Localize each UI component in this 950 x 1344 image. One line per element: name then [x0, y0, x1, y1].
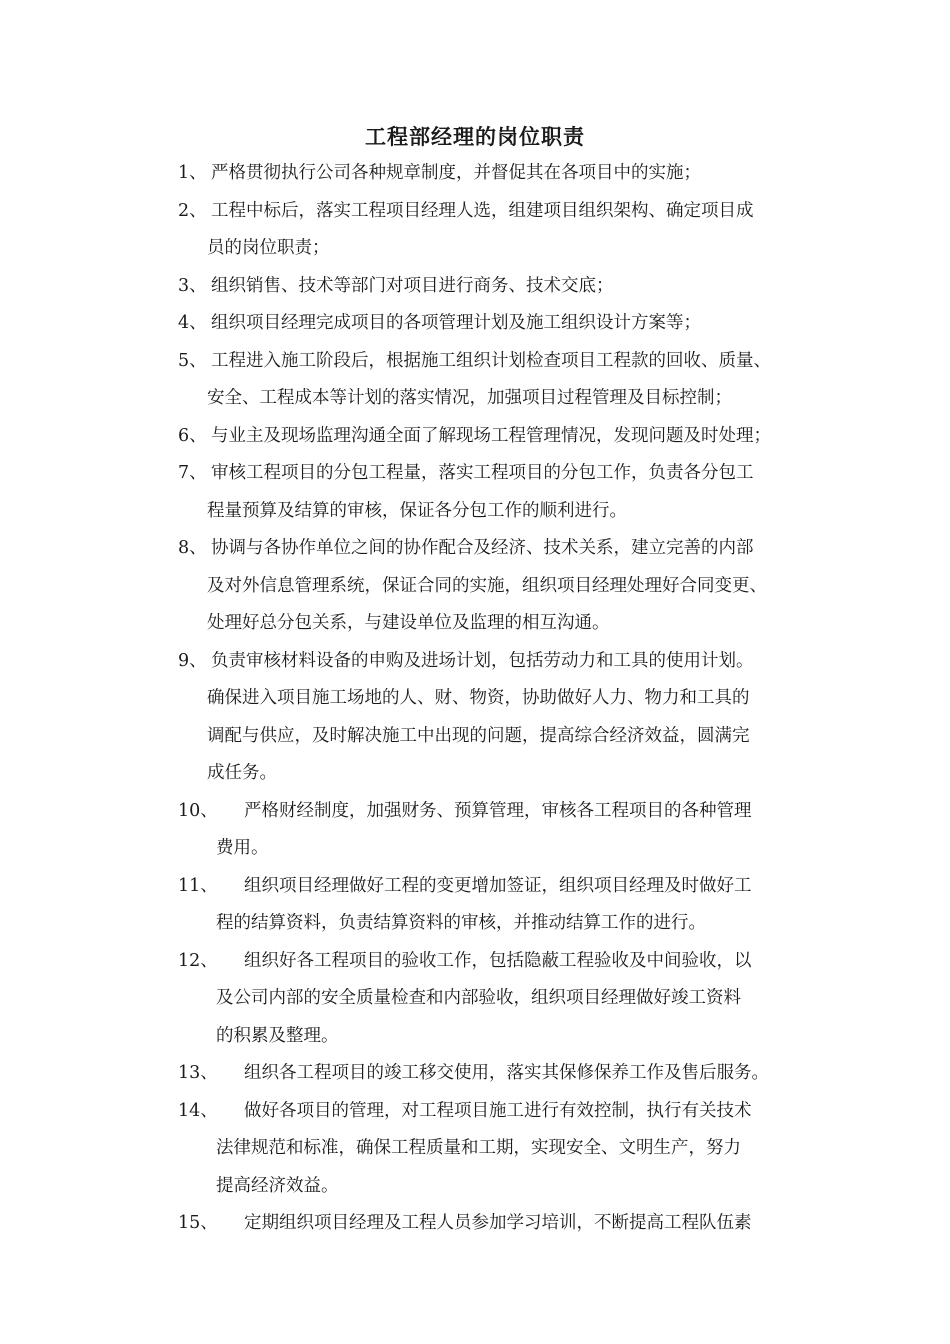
duty-item-number: 14、	[178, 1100, 218, 1121]
duty-item-text: 协调与各协作单位之间的协作配合及经济、技术关系，建立完善的内部	[211, 538, 754, 558]
duty-item	[0, 155, 950, 193]
duty-line-row	[0, 343, 950, 381]
duty-item-number: 13、	[178, 1063, 218, 1083]
duty-item-text: 定期组织项目经理及工程人员参加学习培训，不断提高工程队伍素	[244, 1213, 752, 1233]
duty-item-number: 5、	[178, 350, 207, 371]
duty-item-text: 严格贯彻执行公司各种规章制度，并督促其在各项目中的实施；	[211, 163, 701, 183]
duty-item-text: 安全、工程成本等计划的落实情况，加强项目过程管理及目标控制；	[207, 388, 732, 408]
duty-line-row	[0, 155, 950, 193]
duty-item	[0, 1055, 950, 1093]
duty-item	[0, 1205, 950, 1243]
duty-item	[0, 455, 950, 530]
duty-item-number: 4、	[178, 313, 207, 333]
duty-item	[0, 793, 950, 868]
duty-line-row	[0, 1168, 950, 1206]
duty-item-text: 成任务。	[207, 763, 277, 783]
duty-item	[0, 268, 950, 306]
duty-line-row	[0, 493, 950, 531]
duty-item-number: 10、	[178, 800, 218, 821]
duty-line-row	[0, 868, 950, 906]
duty-item-number: 2、	[178, 200, 207, 221]
duty-item	[0, 643, 950, 793]
duty-line-row	[0, 418, 950, 456]
duty-line-row	[0, 755, 950, 793]
duty-line-row	[0, 230, 950, 268]
duty-item-text: 组织销售、技术等部门对项目进行商务、技术交底；	[211, 275, 614, 296]
duty-item	[0, 343, 950, 418]
document-title: 工程部经理的岗位职责	[365, 124, 585, 149]
duty-item-text: 工程中标后，落实工程项目经理人选，组建项目组织架构、确定项目成	[211, 200, 754, 221]
duty-line-row	[0, 1055, 950, 1093]
duty-line-row	[0, 605, 950, 643]
duty-item-number: 11、	[178, 875, 218, 896]
duty-item-text: 组织好各工程项目的验收工作，包括隐蔽工程验收及中间验收，以	[244, 950, 752, 971]
duty-list	[0, 155, 950, 1243]
duty-item-text: 员的岗位职责；	[207, 238, 330, 258]
duty-line-row	[0, 1093, 950, 1131]
duty-line-row	[0, 680, 950, 718]
duty-item-text: 组织项目经理做好工程的变更增加签证，组织项目经理及时做好工	[244, 875, 752, 896]
duty-item-text: 与业主及现场监理沟通全面了解现场工程管理情况，发现问题及时处理；	[211, 425, 771, 446]
duty-line-row	[0, 1130, 950, 1168]
duty-line-row	[0, 718, 950, 756]
duty-item-text: 组织各工程项目的竣工移交使用，落实其保修保养工作及售后服务。	[244, 1063, 769, 1083]
duty-item-number: 6、	[178, 425, 207, 446]
duty-item-text: 处理好总分包关系，与建设单位及监理的相互沟通。	[207, 613, 610, 633]
duty-item-text: 调配与供应，及时解决施工中出现的问题，提高综合经济效益，圆满完	[207, 725, 750, 746]
duty-line-row	[0, 268, 950, 306]
duty-item-text: 做好各项目的管理，对工程项目施工进行有效控制，执行有关技术	[244, 1100, 752, 1121]
duty-item-number: 7、	[178, 463, 207, 483]
duty-item	[0, 305, 950, 343]
duty-item	[0, 418, 950, 456]
duty-line-row	[0, 193, 950, 231]
duty-line-row	[0, 1205, 950, 1243]
duty-item-text: 法律规范和标准，确保工程质量和工期，实现安全、文明生产，努力	[216, 1138, 741, 1158]
duty-item-text: 负责审核材料设备的申购及进场计划，包括劳动力和工具的使用计划。	[211, 650, 754, 671]
duty-item-text: 确保进入项目施工场地的人、财、物资，协助做好人力、物力和工具的	[207, 688, 750, 708]
duty-line-row	[0, 793, 950, 831]
duty-item	[0, 943, 950, 1056]
duty-item-number: 1、	[178, 163, 207, 183]
duty-item-text: 程量预算及结算的审核，保证各分包工作的顺利进行。	[207, 500, 627, 521]
duty-item-number: 12、	[178, 950, 218, 971]
duty-line-row	[0, 943, 950, 981]
duty-item-number: 15、	[178, 1213, 218, 1233]
duty-item	[0, 530, 950, 643]
duty-item-text: 审核工程项目的分包工程量，落实工程项目的分包工作，负责各分包工	[211, 463, 754, 483]
duty-item	[0, 868, 950, 943]
duty-line-row	[0, 380, 950, 418]
duty-item-text: 及公司内部的安全质量检查和内部验收，组织项目经理做好竣工资料	[216, 988, 741, 1008]
duty-item-text: 的积累及整理。	[216, 1025, 339, 1046]
duty-item-text: 费用。	[216, 838, 269, 858]
duty-item-text: 严格财经制度，加强财务、预算管理，审核各工程项目的各种管理	[244, 800, 752, 821]
duty-line-row	[0, 1018, 950, 1056]
duty-line-row	[0, 530, 950, 568]
duty-item-text: 组织项目经理完成项目的各项管理计划及施工组织设计方案等；	[211, 313, 701, 333]
duty-item-text: 提高经济效益。	[216, 1175, 339, 1196]
duty-item-number: 3、	[178, 275, 207, 296]
duty-item	[0, 193, 950, 268]
duty-line-row	[0, 830, 950, 868]
duty-line-row	[0, 643, 950, 681]
duty-item-text: 工程进入施工阶段后，根据施工组织计划检查项目工程款的回收、质量、	[211, 350, 771, 371]
duty-item-number: 8、	[178, 538, 207, 558]
duty-line-row	[0, 568, 950, 606]
duty-item-text: 及对外信息管理系统，保证合同的实施，组织项目经理处理好合同变更、	[207, 575, 767, 596]
duty-line-row	[0, 455, 950, 493]
duty-item-text: 程的结算资料，负责结算资料的审核，并推动结算工作的进行。	[216, 913, 706, 933]
duty-item	[0, 1093, 950, 1206]
duty-line-row	[0, 980, 950, 1018]
duty-line-row	[0, 905, 950, 943]
duty-line-row	[0, 305, 950, 343]
duty-item-number: 9、	[178, 650, 207, 671]
